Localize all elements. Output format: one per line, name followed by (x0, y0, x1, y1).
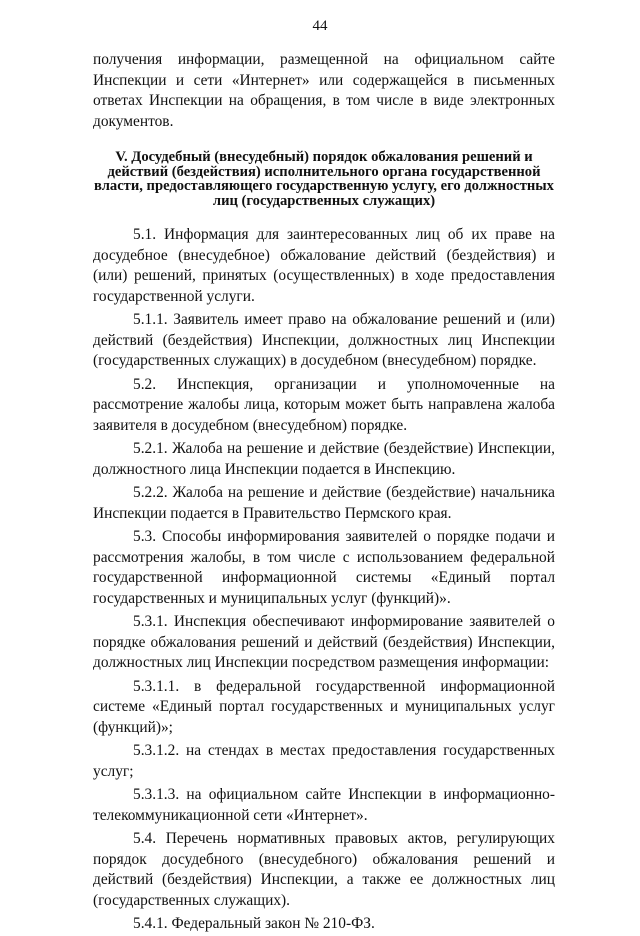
paragraph-5-3: 5.3. Способы информирования заявителей о порядке подачи и рассмотрения жалобы, в том числе с использованием федеральной государственной информационной системы «Единый портал государственных и муниципальных услуг (функций)». (93, 528, 555, 607)
paragraph-5-2: 5.2. Инспекция, организации и уполномоченные на рассмотрение жалобы лица, которым может быть направлена жалоба заявителя в досудебном (внесудебном) порядке. (93, 375, 555, 434)
paragraph-5-2-1: 5.2.1. Жалоба на решение и действие (бездействие) Инспекции, должностного лица Инспекции подается в Инспекцию. (93, 440, 555, 478)
section-heading: V. Досудебный (внесудебный) порядок обжалования решений и действий (бездействия) исполнительного органа государственной власти, предоставляющего государственную услугу, его должностных лиц (государственных служащих) (94, 149, 554, 209)
page-number: 44 (312, 18, 328, 34)
document-body (93, 50, 555, 936)
paragraph-5-3-1-2: 5.3.1.2. на стендах в местах предоставления государственных услуг; (93, 742, 555, 780)
paragraph-5-1-1: 5.1.1. Заявитель имеет право на обжалование решений и (или) действий (бездействия) Инспекции, должностных лиц Инспекции (государственных служащих) в досудебном (внесудебном) порядке. (93, 311, 555, 369)
paragraph-5-3-1-1: 5.3.1.1. в федеральной государственной информационной системе «Единый портал государственных и муниципальных услуг (функций)»; (93, 677, 555, 736)
intro-paragraph: получения информации, размещенной на официальном сайте Инспекции и сети «Интернет» или содержащейся в письменных ответах Инспекции на обращения, в том числе в виде электронных документов. (93, 51, 555, 130)
paragraph-5-4: 5.4. Перечень нормативных правовых актов, регулирующих порядок досудебного (внесудебного) обжалования решений и действий (бездействия) Инспекции, а также ее должностных лиц (государственных служащих). (93, 830, 555, 909)
paragraph-5-3-1: 5.3.1. Инспекция обеспечивают информирование заявителей о порядке обжалования решений и действий (бездействия) Инспекции, должностных лиц Инспекции посредством размещения информации: (93, 613, 555, 671)
paragraph-5-3-1-3: 5.3.1.3. на официальном сайте Инспекции в информационно-телекоммуникационной сети «Интернет». (93, 786, 555, 824)
paragraph-5-2-2: 5.2.2. Жалоба на решение и действие (бездействие) начальника Инспекции подается в Правительство Пермского края. (93, 484, 555, 522)
paragraph-5-1: 5.1. Информация для заинтересованных лиц об их праве на досудебное (внесудебное) обжалование действий (бездействия) и (или) решений, принятых (осуществленных) в ходе предоставления государственной услуги. (93, 226, 555, 305)
paragraph-5-4-1: 5.4.1. Федеральный закон № 210-ФЗ. (133, 915, 375, 932)
